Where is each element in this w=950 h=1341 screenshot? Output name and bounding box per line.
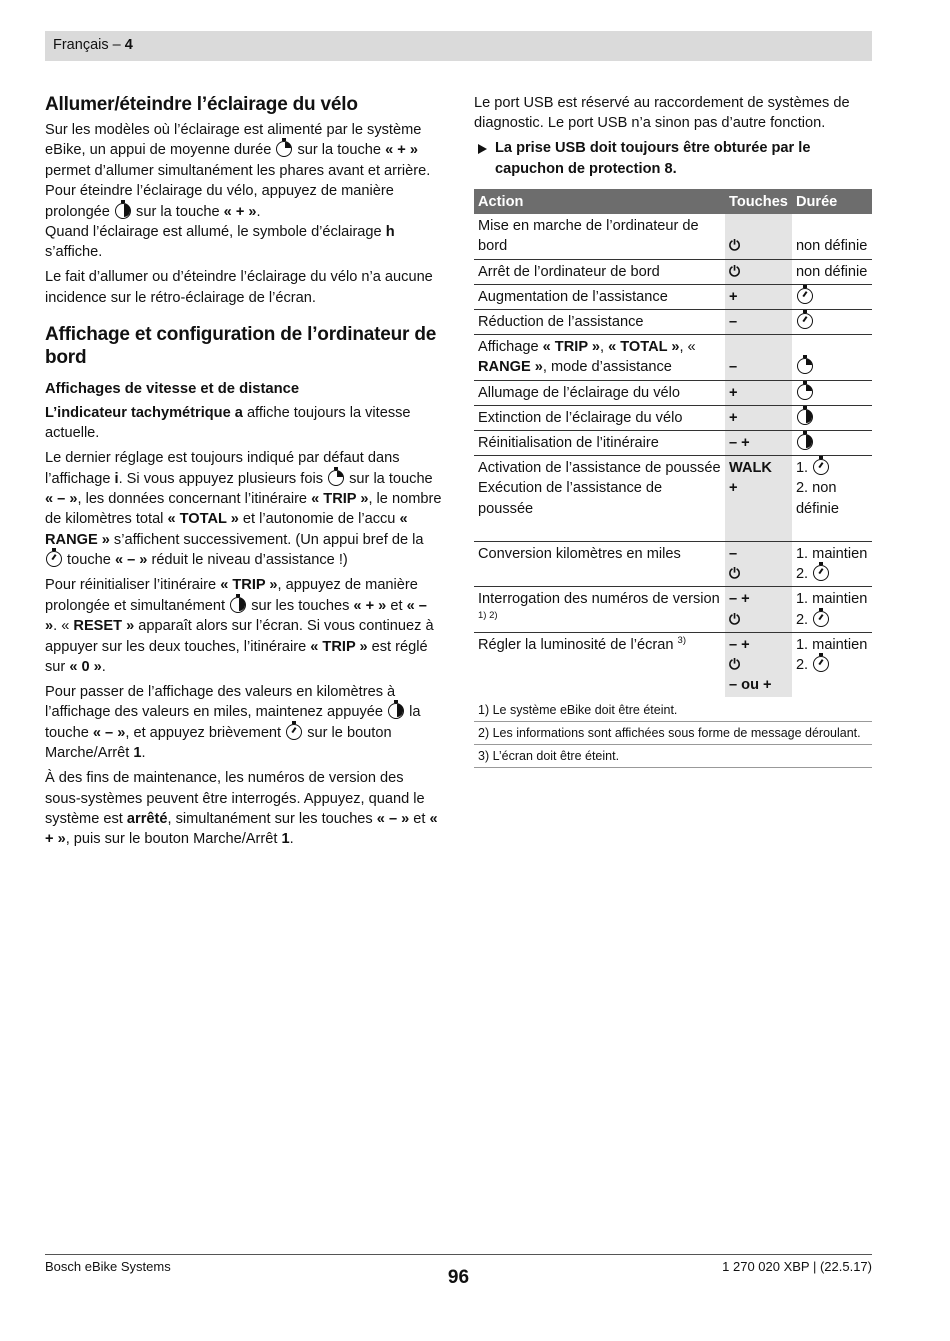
table-row: Régler la luminosité de l’écran $^{3)}$ – + ⏻ – ou + 1. maintien 2. [474,632,872,697]
stopwatch-long-icon [115,203,131,219]
stopwatch-long-icon [797,409,813,425]
col-header-duration: Durée [792,189,872,214]
heading-lighting: Allumer/éteindre l’éclairage du vélo [45,94,358,115]
stopwatch-short-icon [813,611,829,627]
stopwatch-medium-icon [276,141,292,157]
table-row: Allumage de l’éclairage du vélo + [474,380,872,405]
power-icon: ⏻ [729,263,741,280]
paragraph-km-miles: Pour passer de l’affichage des valeurs en kilomètres à l’affichage des valeurs en miles, maintenez appuyée la touche « – », et appuyez brièvement sur le bouton Marche/Arrêt 1. [45,683,421,762]
paragraph-backlight: Le fait d’allumer ou d’éteindre l’éclairage du vélo n’a aucune incidence sur le rétro-éclairage de l’écran. [45,269,433,306]
table-row: Extinction de l’éclairage du vélo + [474,405,872,430]
table-row: Arrêt de l’ordinateur de bord ⏻ non définie [474,259,872,284]
table-row: Activation de l’assistance de poussée Exécution de l’assistance de poussée WALK + 1. 2. non définie [474,456,872,542]
stopwatch-short-icon [813,656,829,672]
left-column [45,93,442,854]
paragraph-lighting: Sur les modèles où l’éclairage est alimenté par le système eBike, un appui de moyenne durée sur la touche « + » permet d’allumer simultanément les phares avant et arrière. Pour éteindre l’éclairage du vélo, appuyez de manière prolongée sur la touche « + ». Quand l’éclairage est allumé, le symbole d’éclairage h s’affiche. [45,122,431,261]
table-row: Réduction de l’assistance – [474,310,872,335]
power-icon: ⏻ [729,238,741,255]
arrow-bullet-icon [478,144,487,154]
footer-divider [45,1254,872,1255]
col-header-keys: Touches [725,189,792,214]
stopwatch-long-icon [797,434,813,450]
col-header-action: Action [474,189,725,214]
footer-doc-id: 1 270 020 XBP | (22.5.17) [722,1259,872,1274]
power-icon: ⏻ [729,657,741,674]
heading-display-config: Affichage et configuration de l’ordinateur de bord [45,323,437,368]
table-row: Conversion kilomètres en miles – ⏻ 1. maintien 2. [474,542,872,587]
stopwatch-medium-icon [797,358,813,374]
right-column [474,93,872,768]
stopwatch-medium-icon [328,470,344,486]
stopwatch-short-icon [797,313,813,329]
footnotes [474,699,872,768]
footnote: 1) Le système eBike doit être éteint. [474,699,872,722]
power-icon: ⏻ [729,566,741,583]
footnote: 2) Les informations sont affichées sous forme de message déroulant. [474,722,872,745]
table-row: Interrogation des numéros de version $^{1) 2)}$ – + ⏻ 1. maintien 2. [474,587,872,632]
usb-warning: La prise USB doit toujours être obturée par le capuchon de protection 8. [474,138,872,179]
stopwatch-short-icon [813,565,829,581]
paragraph-speedometer: L’indicateur tachymétrique a affiche toujours la vitesse actuelle. [45,404,411,442]
paragraph-usb: Le port USB est réservé au raccordement de systèmes de diagnostic. Le port USB n’a sinon pas d’autre fonction. [474,95,850,132]
table-row: Augmentation de l’assistance + [474,284,872,309]
power-icon: ⏻ [729,611,741,628]
page-header [45,31,872,61]
paragraph-display-i: Le dernier réglage est toujours indiqué par défaut dans l’affichage i. Si vous appuyez plusieurs fois sur la touche « – », les données concernant l’itinéraire « TRIP », le nombre de kilomètres total « TOTAL » et l’autonomie de l’accu « RANGE » s’affichent successivement. (Un appui bref de la touche « – » réduit le niveau d’assistance !) [45,450,442,569]
actions-table [474,189,872,697]
footer-brand: Bosch eBike Systems [45,1259,171,1274]
stopwatch-short-icon [813,459,829,475]
paragraph-trip-reset: Pour réinitialiser l’itinéraire « TRIP », appuyez de manière prolongée et simultanément sur les touches « + » et « – ». « RESET » apparaît alors sur l’écran. Si vous continuez à appuyer sur les deux touches, l’itinéraire « TRIP » est réglé sur « 0 ». [45,577,434,675]
header-language: Français – [53,37,125,53]
header-page: 4 [124,37,133,53]
stopwatch-short-icon [286,724,302,740]
stopwatch-medium-icon [797,384,813,400]
stopwatch-long-icon [388,703,404,719]
table-row: Réinitialisation de l’itinéraire – + [474,431,872,456]
stopwatch-short-icon [46,551,62,567]
subheading-speed-distance: Affichages de vitesse et de distance [45,380,300,397]
stopwatch-long-icon [230,597,246,613]
stopwatch-short-icon [797,288,813,304]
footnote: 3) L’écran doit être éteint. [474,745,872,768]
table-row: Mise en marche de l’ordinateur de bord ⏻ non définie [474,214,872,259]
page-number: 96 [447,1267,470,1288]
paragraph-version-numbers: À des fins de maintenance, les numéros de version des sous-systèmes peuvent être interrogés. Appuyez, quand le système est arrêté, simultanément sur les touches « – » et « + », puis sur le bouton Marche/Arrêt 1. [45,770,438,848]
table-row: Affichage « TRIP », « TOTAL », « RANGE », mode d’assistance – [474,335,872,380]
